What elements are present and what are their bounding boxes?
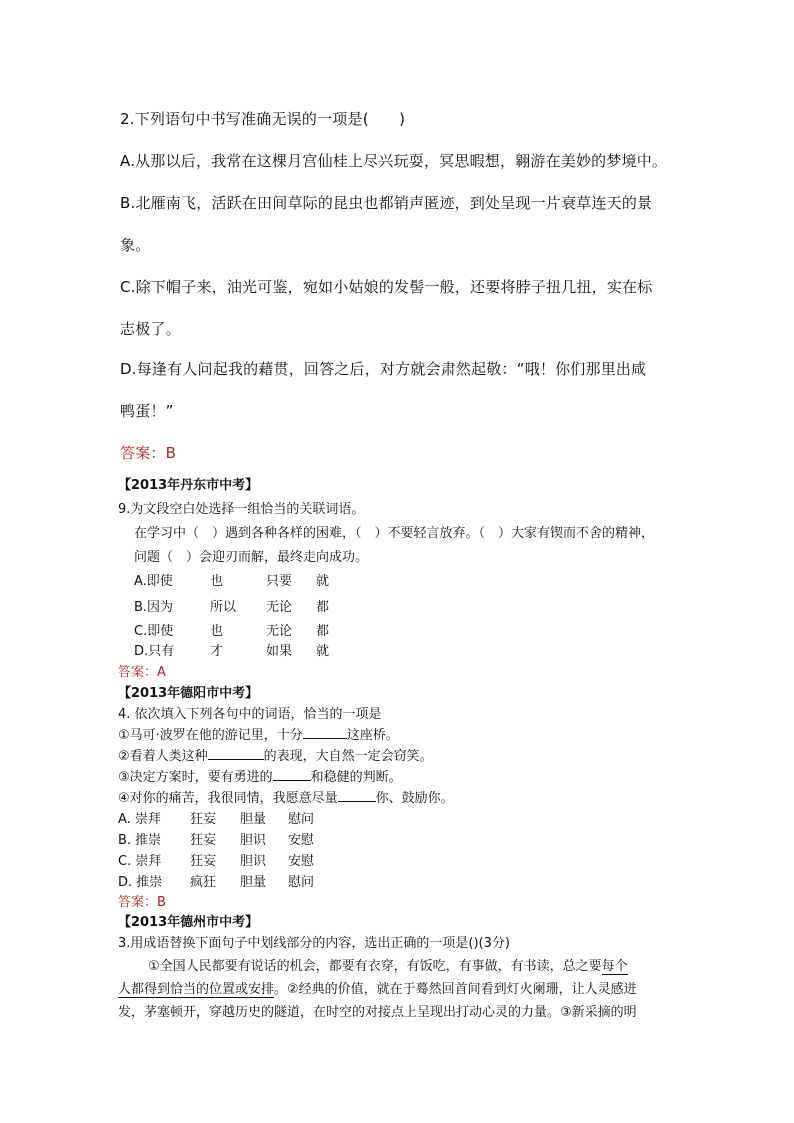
deyang-answer: 答案：B (118, 895, 166, 910)
dandong-stem: 9.为文段空白处选择一组恰当的关联词语。 (118, 502, 365, 517)
dandong-answer: 答案：A (118, 665, 166, 680)
q2-option-c-line2: 志极了。 (120, 320, 181, 338)
dandong-option-b-label: B.因为 (134, 600, 174, 615)
deyang-option-a-label: A. 崇拜 (118, 812, 161, 827)
deyang-s3-part1: ③决定方案时，要有勇进的 (118, 770, 273, 785)
dandong-option-b-w4: 都 (316, 600, 330, 615)
dezhou-header: 【2013年德州市中考】 (118, 915, 259, 930)
dandong-option-b-w2: 所以 (210, 600, 237, 615)
deyang-s3-part2: 和稳健的判断。 (310, 770, 402, 785)
deyang-stem: 4. 依次填入下列各句中的词语，恰当的一项是 (118, 707, 382, 722)
dandong-option-c-w2: 也 (210, 624, 224, 639)
dezhou-line-1 (148, 955, 628, 974)
dezhou-l1-text: ①全国人民都要有说话的机会，都要有衣穿，有饭吃，有事做，有书读，总之要 (148, 959, 602, 974)
q2-option-c-line1: C.除下帽子来，油光可鉴，宛如小姑娘的发髻一般，还要将脖子扭几扭，实在标 (120, 278, 653, 296)
deyang-s2-part2: 的表现，大自然一定会窃笑。 (263, 749, 433, 764)
deyang-option-b-w3: 胆识 (240, 833, 267, 848)
deyang-option-a-w2: 狂妄 (190, 812, 217, 827)
deyang-header: 【2013年德阳市中考】 (118, 686, 259, 701)
blank-line (208, 747, 264, 760)
dandong-option-d-w4: 就 (316, 644, 330, 659)
dandong-option-c-label: C.即使 (134, 624, 174, 639)
q2-option-b-line2: 象。 (120, 236, 151, 254)
deyang-option-d-w2: 疯狂 (190, 875, 217, 890)
deyang-sentence-3 (118, 766, 402, 785)
deyang-sentence-2 (118, 745, 433, 764)
dandong-passage-line1: 在学习中（ ）遇到各种各样的困难，（ ）不要轻言放弃。（ ）大家有锲而不舍的精神， (134, 526, 655, 541)
deyang-s4-part1: ④对你的痛苦，我很同情，我愿意尽量 (118, 791, 338, 806)
dezhou-line-2 (118, 978, 637, 997)
q2-option-a: A.从那以后，我常在这棵月宫仙桂上尽兴玩耍，冥思暇想，翱游在美妙的梦境中。 (120, 152, 668, 170)
deyang-option-c-label: C. 崇拜 (118, 854, 162, 869)
dandong-option-d-w2: 才 (210, 644, 224, 659)
deyang-option-b-label: B. 推崇 (118, 833, 162, 848)
q2-option-d-line2: 鸭蛋！” (120, 402, 174, 420)
q2-option-d-line1: D.每逢有人问起我的藉贯，回答之后，对方就会肃然起敬：“哦！你们那里出咸 (120, 360, 647, 378)
dezhou-l2-text: 。②经典的价值，就在于蓦然回首间看到灯火阑珊，让人灵感迸 (274, 982, 637, 997)
deyang-s1-part1: ①马可·波罗在他的游记里，十分 (118, 728, 303, 743)
deyang-option-a-w3: 胆量 (240, 812, 267, 827)
dandong-option-a-w2: 也 (210, 574, 224, 589)
dandong-option-a-label: A.即使 (134, 574, 173, 589)
deyang-option-d-label: D. 推崇 (118, 875, 163, 890)
dandong-option-b-w3: 无论 (266, 600, 293, 615)
deyang-option-c-w4: 安慰 (288, 854, 315, 869)
dezhou-line-3: 发，茅塞顿开，穿越历史的隧道，在时空的对接点上呈现出打动心灵的力量。③新采摘的明 (118, 1005, 637, 1020)
blank-line (338, 789, 376, 802)
deyang-option-b-w2: 狂妄 (190, 833, 217, 848)
blank-line (273, 768, 311, 781)
dandong-option-c-w3: 无论 (266, 624, 293, 639)
q2-stem: 2.下列语句中书写准确无误的一项是( ) (120, 110, 406, 128)
deyang-option-d-w4: 慰问 (288, 875, 315, 890)
blank-line (303, 726, 347, 739)
deyang-s1-part2: 这座桥。 (346, 728, 399, 743)
deyang-option-c-w3: 胆识 (240, 854, 267, 869)
deyang-sentence-4 (118, 787, 454, 806)
dandong-header: 【2013年丹东市中考】 (118, 478, 259, 493)
q2-answer: 答案：B (120, 444, 177, 462)
dandong-option-d-w3: 如果 (266, 644, 293, 659)
deyang-option-d-w3: 胆量 (240, 875, 267, 890)
dandong-option-d-label: D.只有 (134, 644, 175, 659)
deyang-s4-part2: 你、鼓励你。 (375, 791, 454, 806)
dandong-option-c-w4: 都 (316, 624, 330, 639)
dandong-option-a-w3: 只要 (266, 574, 293, 589)
q2-option-b-line1: B.北雁南飞，活跃在田间草际的昆虫也都销声匿迹，到处呈现一片衰草连天的景 (120, 194, 653, 212)
dezhou-stem: 3.用成语替换下面句子中划线部分的内容，选出正确的一项是()(3分) (118, 936, 510, 951)
deyang-sentence-1 (118, 724, 399, 743)
deyang-option-c-w2: 狂妄 (190, 854, 217, 869)
deyang-option-b-w4: 安慰 (288, 833, 315, 848)
dandong-option-a-w4: 就 (316, 574, 330, 589)
dezhou-l2-underlined: 人都得到恰当的位置或安排 (118, 982, 275, 997)
deyang-s2-part1: ②看着人类这种 (118, 749, 208, 764)
dezhou-l1-underlined: 每个 (601, 959, 628, 974)
deyang-option-a-w4: 慰问 (288, 812, 315, 827)
dandong-passage-line2: 问题（ ）会迎刃而解，最终走向成功。 (134, 550, 369, 565)
